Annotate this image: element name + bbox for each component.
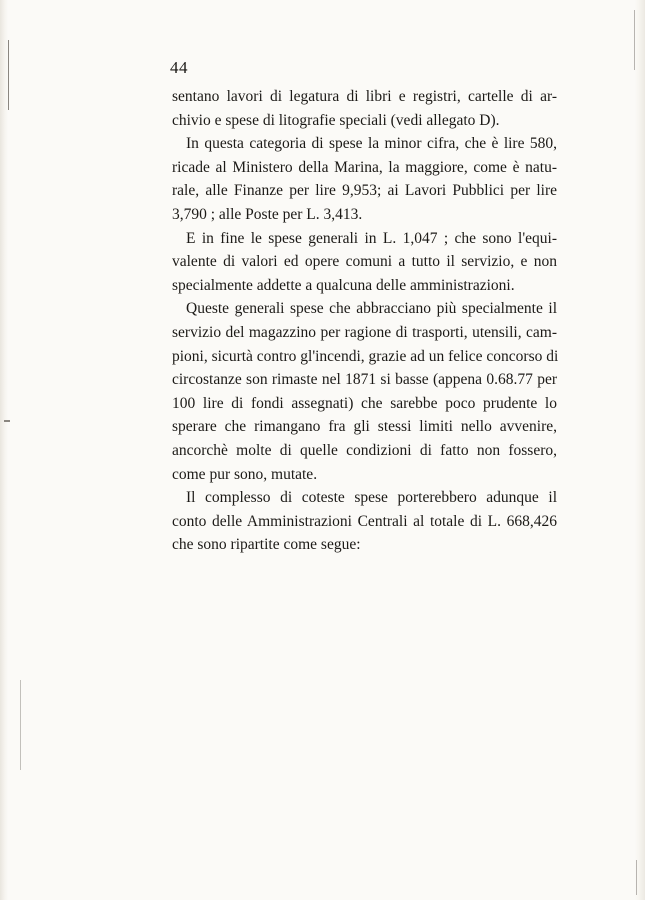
scan-edge-right [635,0,645,900]
text-line: 3,790 ; alle Poste per L. 3,413. [172,205,363,223]
text-line: Queste generali spese che abbracciano più specialmente il [186,300,557,318]
text-line: conto delle Amministrazioni Centrali al totale di L. 668,426 [172,512,557,530]
page-number: 44 [170,58,188,77]
text-line: che sono ripartite come segue: [172,536,361,554]
text-line: servizio del magazzino per ragione di trasporti, utensili, cam- [172,323,557,341]
scan-mark [20,680,21,770]
body-text [172,85,557,557]
scan-edge-left [0,0,8,900]
text-line: ricade al Ministero della Marina, la maggiore, come è natu- [172,158,557,176]
text-line: 100 lire di fondi assegnati) che sarebbe poco prudente lo [172,394,557,412]
text-line: come pur sono, mutate. [172,465,318,483]
scan-mark [8,40,9,110]
text-line: pioni, sicurtà contro gl'incendi, grazie ad un felice concorso di [172,347,559,365]
text-line: sperare che rimangano fra gli stessi limiti nello avvenire, [172,418,557,436]
text-line: specialmente addette a qualcuna delle amministrazioni. [172,276,515,294]
text-line: rale, alle Finanze per lire 9,953; ai Lavori Pubblici per lire [172,182,557,200]
text-line: chivio e spese di litografie speciali (vedi allegato D). [172,111,500,129]
text-line: In questa categoria di spese la minor cifra, che è lire 580, [186,135,557,153]
scan-mark [636,860,637,895]
text-line: sentano lavori di legatura di libri e registri, cartelle di ar- [172,88,557,105]
text-line: Il complesso di coteste spese porterebbero adunque il [186,489,557,507]
text-line: E in fine le spese generali in L. 1,047 ; che sono l'equi- [186,229,557,247]
text-line: circostanze son rimaste nel 1871 si basse (appena 0.68.77 per [172,371,557,389]
text-line: ancorchè molte di quelle condizioni di fatto non fossero, [172,441,557,459]
scan-mark [634,10,635,70]
scan-mark [4,420,10,422]
text-line: valente di valori ed opere comuni a tutto il servizio, e non [172,253,557,271]
